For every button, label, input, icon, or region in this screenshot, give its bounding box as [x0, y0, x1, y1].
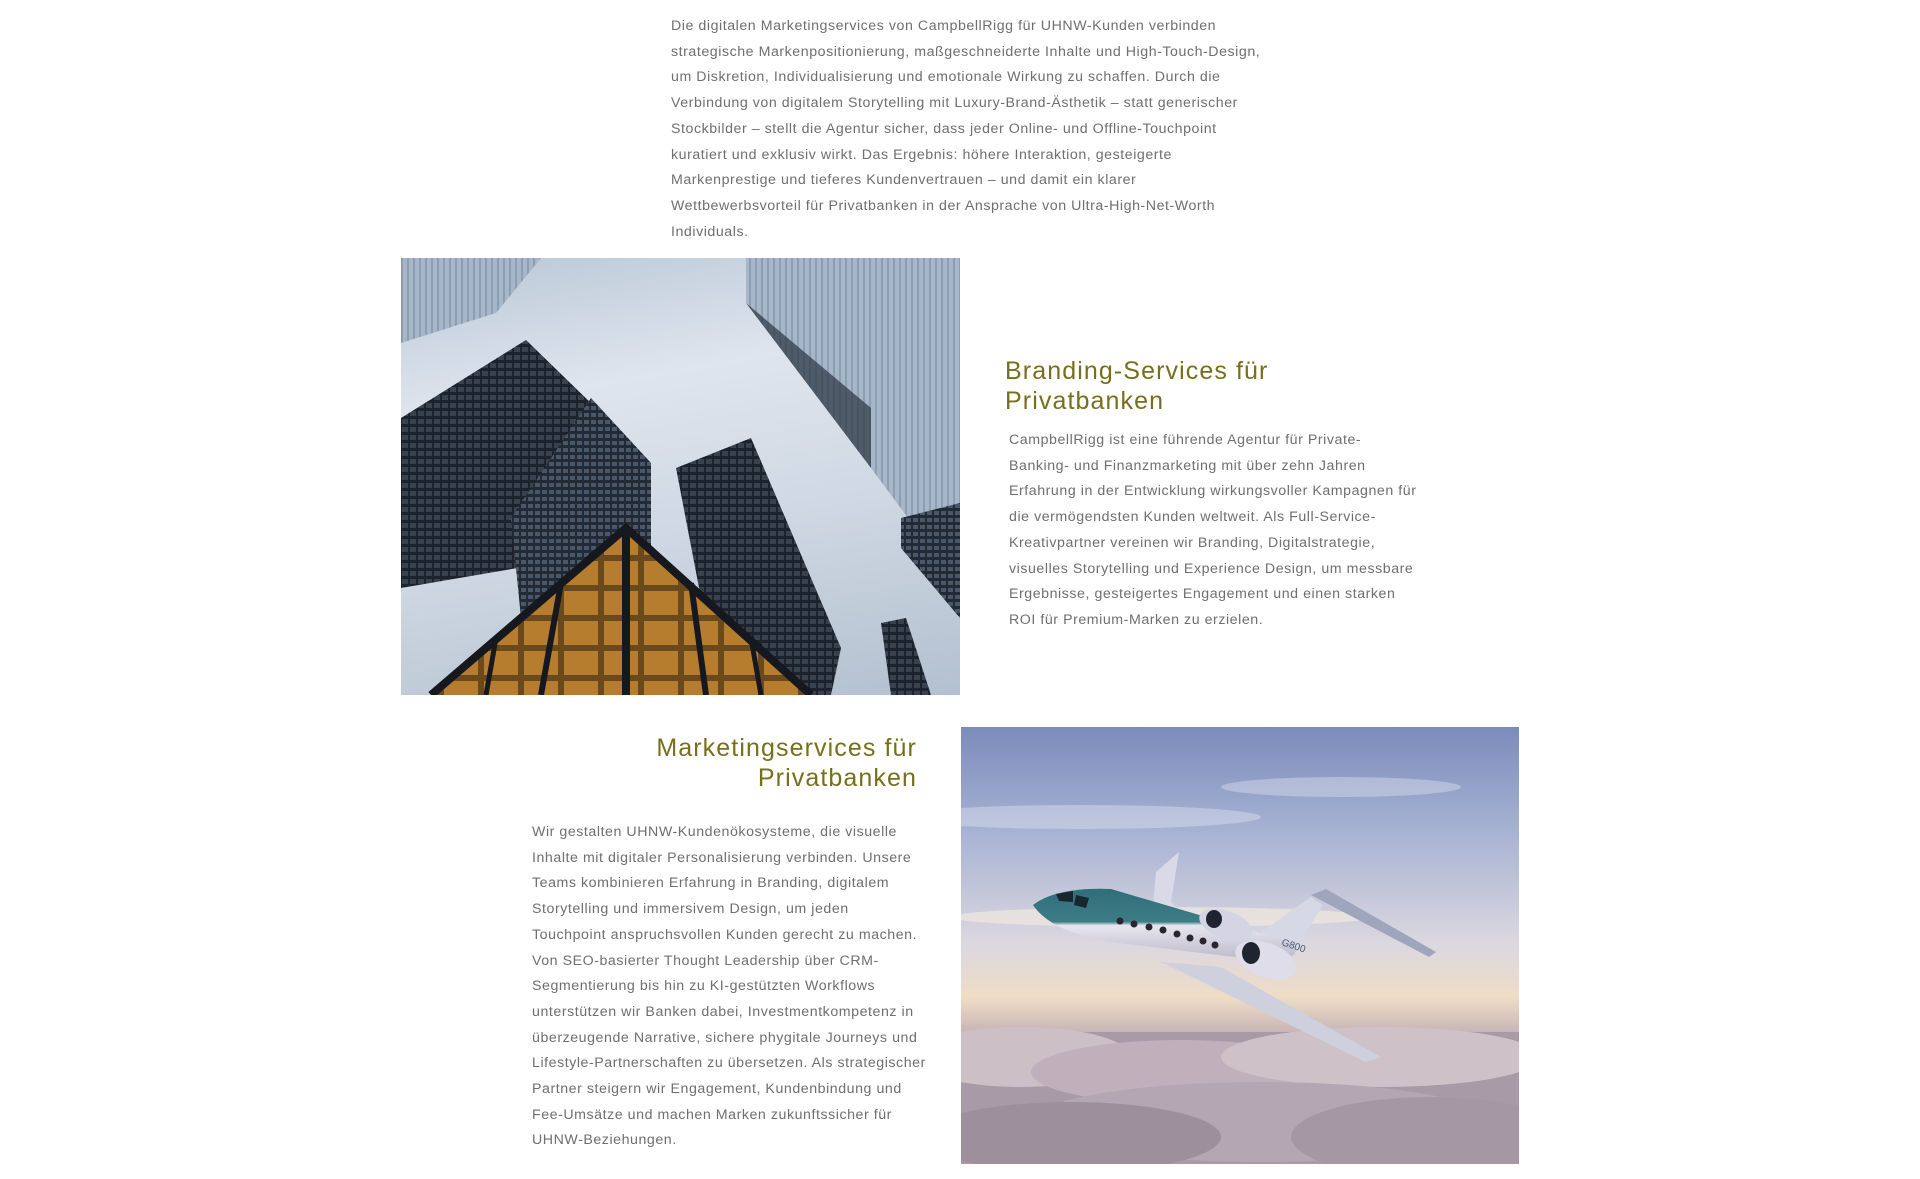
branding-paragraph: CampbellRigg ist eine führende Agentur für Private-Banking- und Finanzmarketing mit über zehn Jahren Erfahrung in der Entwicklung wirkungsvoller Kampagnen für die vermögendsten Kunden weltweit. Als Full-Service-Kreativpartner vereinen wir Branding, Digitalstrategie, visuelles Storytelling und Experience Design, um messbare Ergebnisse, gesteigertes Engagement und einen starken ROI für Premium-Marken zu erzielen. — [1009, 432, 1417, 628]
skyscrapers-illustration — [401, 258, 960, 695]
private-jet-illustration — [961, 727, 1519, 1164]
intro-paragraph: Die digitalen Marketingservices von CampbellRigg für UHNW-Kunden verbinden strategische Markenpositionierung, maßgeschneiderte Inhalte und High-Touch-Design, um Diskretion, Individualisierung und emotionale Wirkung zu schaffen. Durch die Verbindung von digitalem Storytelling mit Luxury-Brand-Ästhetik – statt generischer Stockbilder – stellt die Agentur sicher, dass jeder Online- und Offline-Touchpoint kuratiert und exklusiv wirkt. Das Ergebnis: höhere Interaktion, gesteigerte Markenprestige und tieferes Kundenvertrauen – und damit ein klarer Wettbewerbsvorteil für Privatbanken in der Ansprache von Ultra-High-Net-Worth Individuals. — [671, 18, 1261, 240]
private-jet-image — [961, 727, 1519, 1164]
marketing-paragraph: Wir gestalten UHNW-Kundenökosysteme, die visuelle Inhalte mit digitaler Personalisierung verbinden. Unsere Teams kombinieren Erfahrung in Branding, digitalem Storytelling und immersivem Design, um jeden Touchpoint anspruchsvollen Kunden gerecht zu machen. Von SEO-basierter Thought Leadership über CRM-Segmentierung bis hin zu KI-gestützten Workflows unterstützen wir Banken dabei, Investmentkompetenz in überzeugende Narrative, sichere phygitale Journeys und Lifestyle-Partnerschaften zu übersetzen. Als strategischer Partner steigern wir Engagement, Kundenbindung und Fee-Umsätze und machen Marken zukunftssicher für UHNW-Beziehungen. — [532, 824, 926, 1149]
skyscrapers-image — [401, 258, 960, 695]
marketing-title-line1: Marketingservices für — [656, 734, 917, 762]
branding-title-line2: Privatbanken — [1005, 386, 1165, 415]
branding-title-line1: Branding-Services für — [1005, 357, 1269, 385]
marketing-services-heading — [520, 734, 917, 793]
jet-tail-label: G800 — [1280, 937, 1307, 956]
marketing-title-line2: Privatbanken — [757, 763, 917, 792]
branding-services-heading — [1005, 357, 1425, 416]
